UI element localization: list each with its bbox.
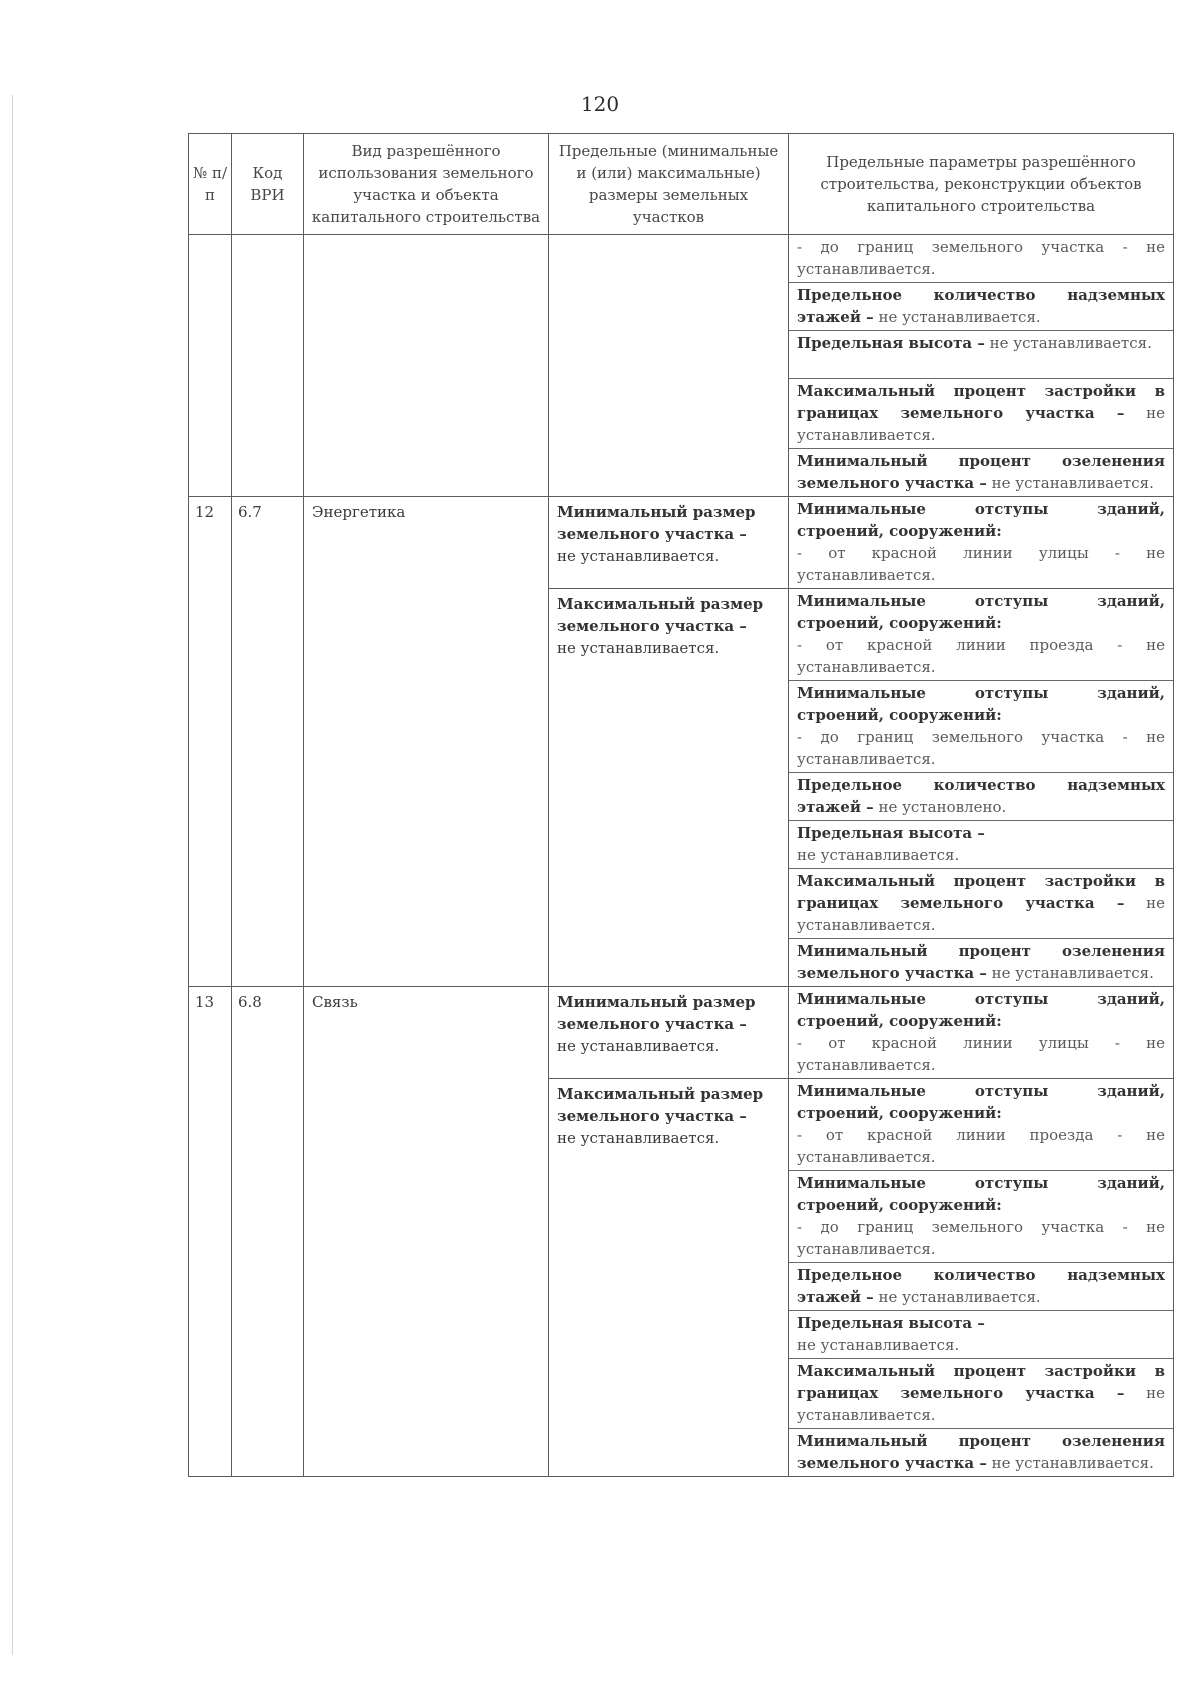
param-item: Минимальные отступы зданий, строений, сооружений: - до границ земельного участка - не устанавливается. xyxy=(789,681,1173,773)
param-item: Предельное количество надземных этажей – не устанавливается. xyxy=(789,283,1173,331)
param-item: Минимальные отступы зданий, строений, сооружений: - до границ земельного участка - не устанавливается. xyxy=(789,1171,1173,1263)
param-item: Предельная высота – не устанавливается. xyxy=(789,1311,1173,1359)
header-code: Код ВРИ xyxy=(232,134,304,235)
param-item: - до границ земельного участка - не устанавливается. xyxy=(789,235,1173,283)
cell-code xyxy=(232,235,304,497)
table-row-13 xyxy=(189,987,1174,1079)
param-item: Минимальный процент озеленения земельного участка – не устанавливается. xyxy=(797,452,1165,492)
cell-min-size: Минимальный размер земельного участка – не устанавливается. xyxy=(549,497,789,589)
cell-params xyxy=(789,987,1174,1079)
cell-max-size: Максимальный размер земельного участка – не устанавливается. xyxy=(549,1079,789,1477)
cell-code: 6.7 xyxy=(232,497,304,987)
param-item: Минимальные отступы зданий, строений, сооружений: - от красной линии улицы - не устанавливается. xyxy=(797,990,1165,1074)
param-item: Предельная высота – не устанавливается. xyxy=(789,331,1173,379)
cell-num: 12 xyxy=(189,497,232,987)
param-item: Предельное количество надземных этажей – не установлено. xyxy=(789,773,1173,821)
cell-min-size: Минимальный размер земельного участка – не устанавливается. xyxy=(549,987,789,1079)
cell-num: 13 xyxy=(189,987,232,1477)
regulations-table xyxy=(188,133,1174,1477)
param-item: Максимальный процент застройки в границах земельного участка – не устанавливается. xyxy=(789,869,1173,939)
cell-code: 6.8 xyxy=(232,987,304,1477)
cell-params xyxy=(789,1079,1174,1477)
cell-size xyxy=(549,235,789,497)
param-item: Минимальный процент озеленения земельного участка – не устанавливается. xyxy=(797,942,1165,982)
table-row-continuation xyxy=(189,235,1174,497)
cell-params xyxy=(789,235,1174,497)
param-item: Минимальные отступы зданий, строений, сооружений: - от красной линии улицы - не устанавливается. xyxy=(797,500,1165,584)
param-item: Минимальные отступы зданий, строений, сооружений: - от красной линии проезда - не устанавливается. xyxy=(789,1079,1173,1171)
table-row-12 xyxy=(189,497,1174,589)
param-item: Минимальные отступы зданий, строений, сооружений: - от красной линии проезда - не устанавливается. xyxy=(789,589,1173,681)
table-header-row xyxy=(189,134,1174,235)
cell-params xyxy=(789,589,1174,987)
page-number: 120 xyxy=(580,92,620,116)
cell-name: Связь xyxy=(304,987,549,1477)
cell-name xyxy=(304,235,549,497)
header-num: № п/п xyxy=(189,134,232,235)
cell-params xyxy=(789,497,1174,589)
param-item: Предельная высота – не устанавливается. xyxy=(789,821,1173,869)
param-item: Минимальный процент озеленения земельного участка – не устанавливается. xyxy=(797,1432,1165,1472)
header-size: Предельные (минимальные и (или) максимальные) размеры земельных участков xyxy=(549,134,789,235)
header-name: Вид разрешённого использования земельного участка и объекта капитального строительства xyxy=(304,134,549,235)
cell-name: Энергетика xyxy=(304,497,549,987)
param-item: Максимальный процент застройки в границах земельного участка – не устанавливается. xyxy=(789,1359,1173,1429)
scan-edge-line xyxy=(12,95,13,1655)
cell-max-size: Максимальный размер земельного участка – не устанавливается. xyxy=(549,589,789,987)
param-item: Максимальный процент застройки в границах земельного участка – не устанавливается. xyxy=(789,379,1173,449)
param-item: Предельное количество надземных этажей – не устанавливается. xyxy=(789,1263,1173,1311)
cell-num xyxy=(189,235,232,497)
header-params: Предельные параметры разрешённого строительства, реконструкции объектов капитального строительства xyxy=(789,134,1174,235)
